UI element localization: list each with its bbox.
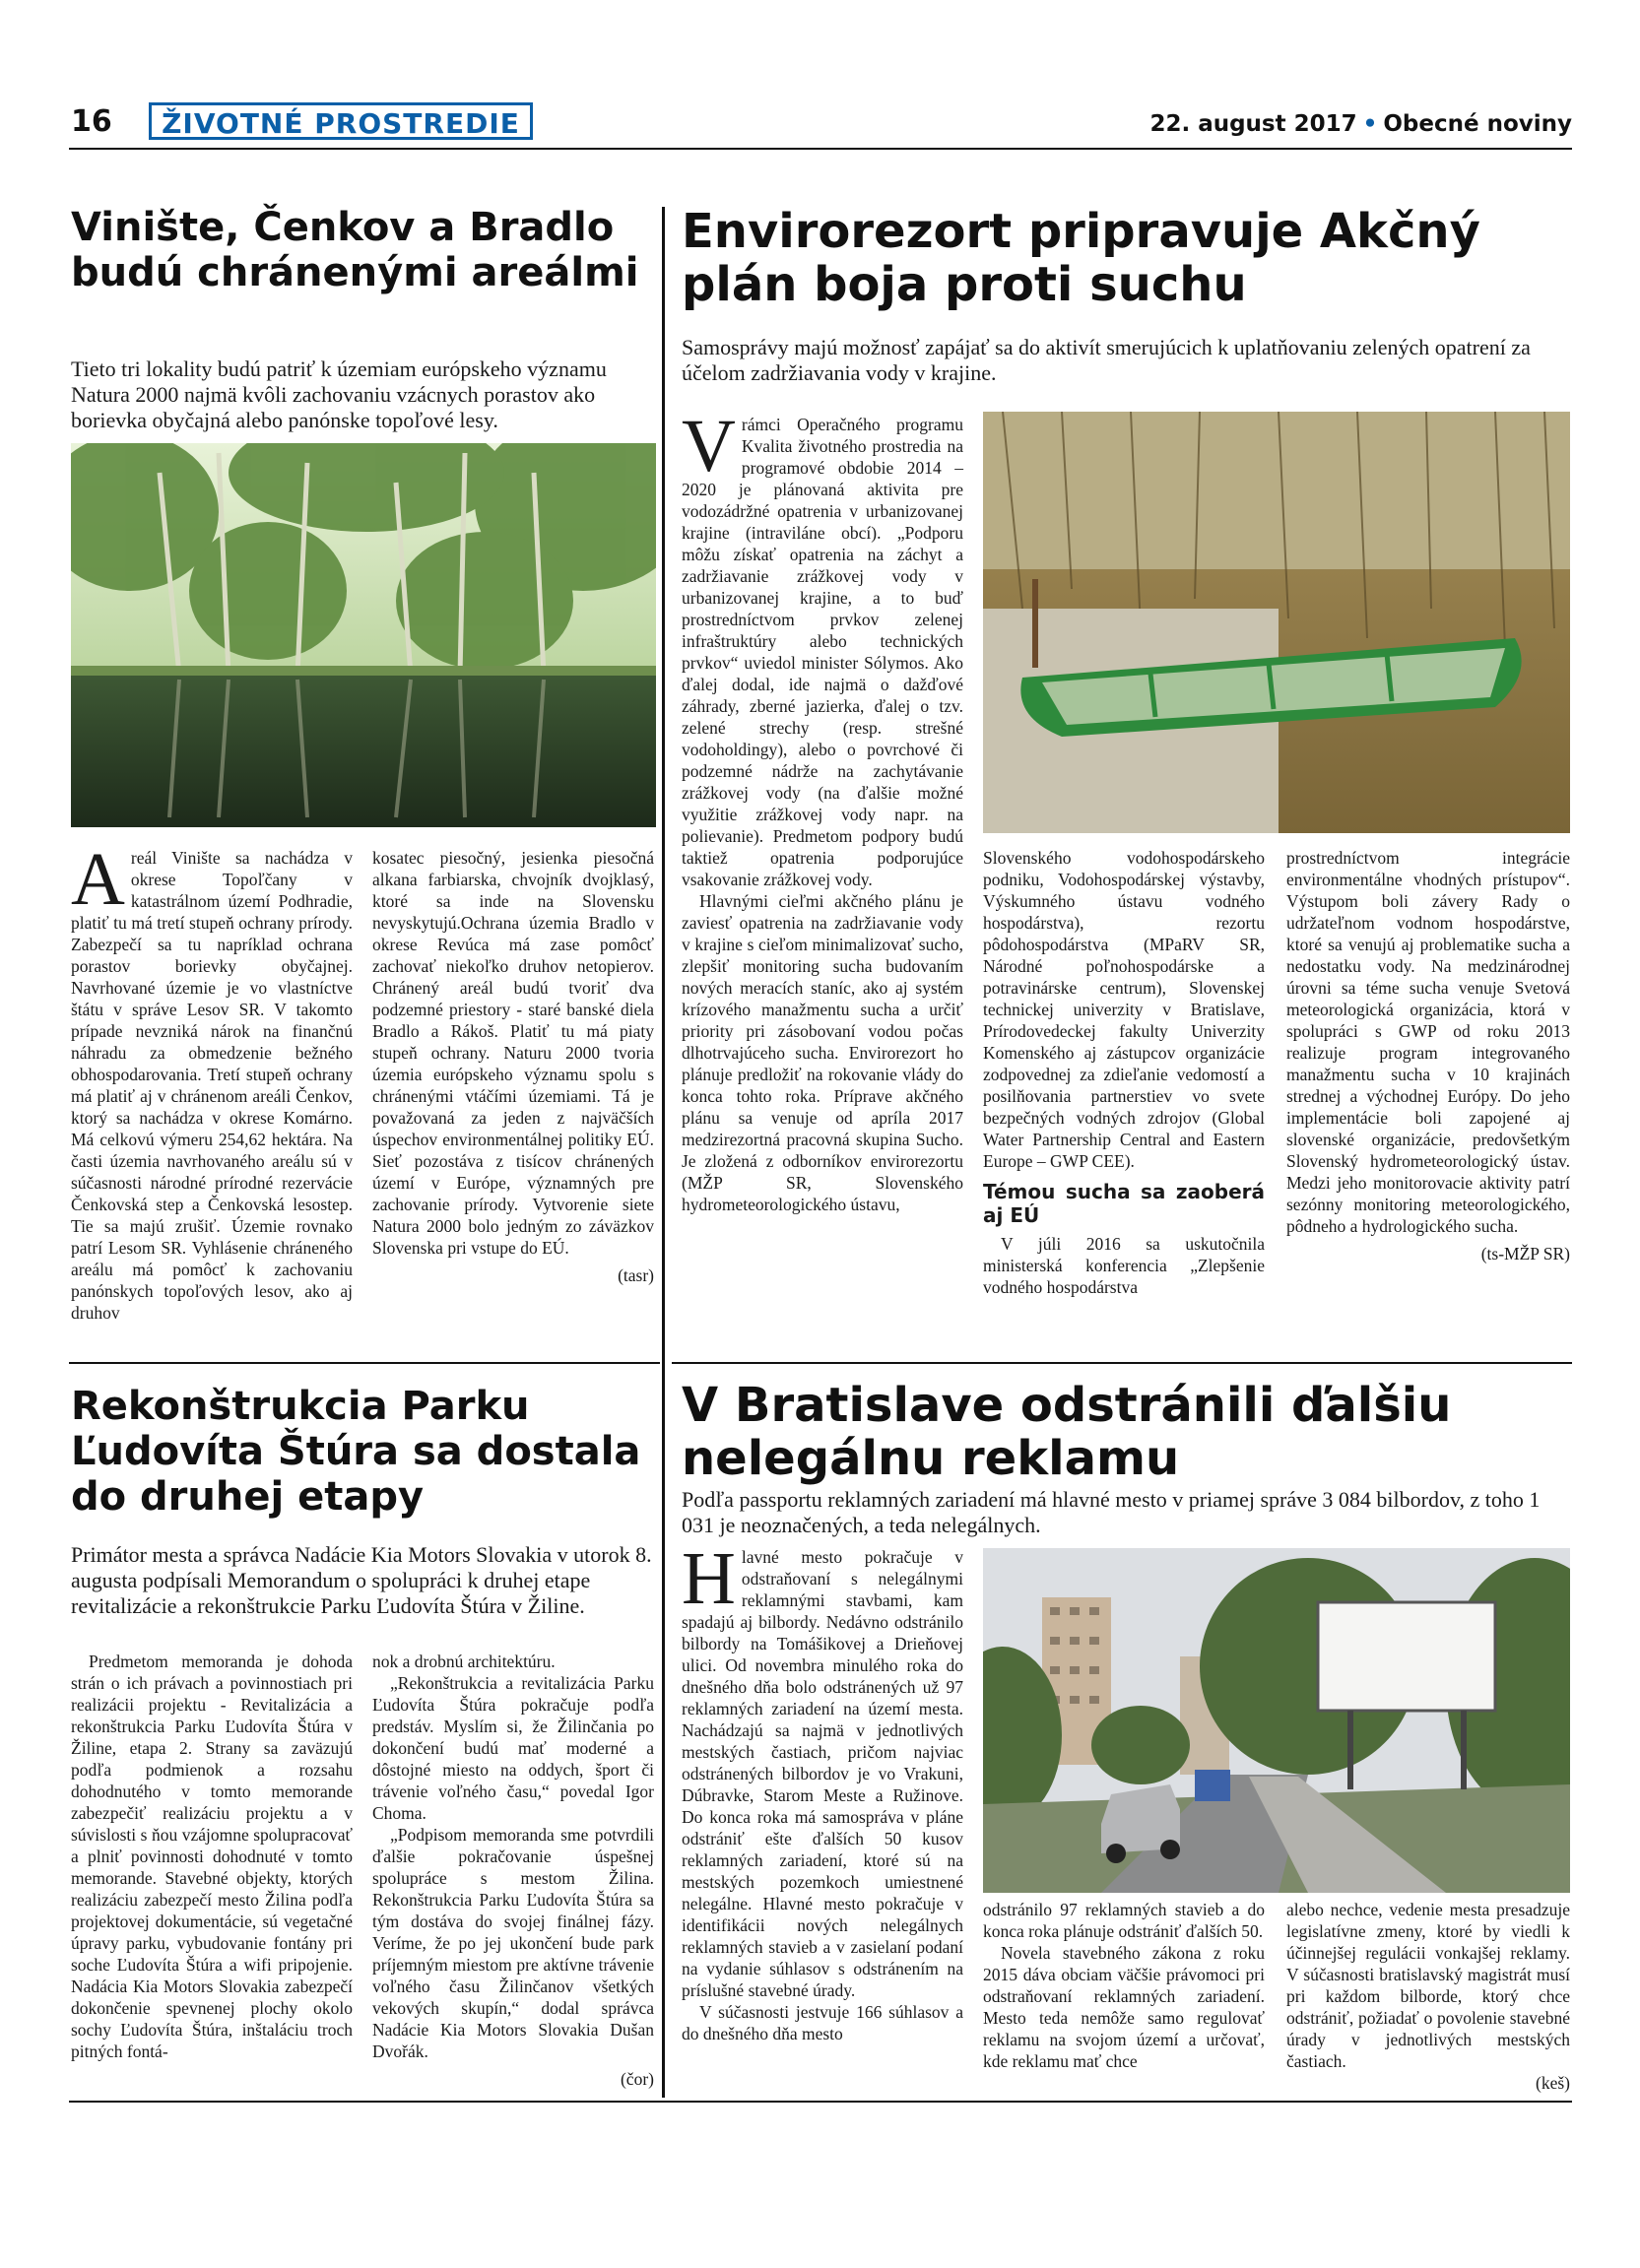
article3-col2-p2: „Rekonštrukcia a revitalizácia Parku Ľudovíta Štúra pokračuje podľa predstáv. Myslím si, že Žilinčania po dokončení budú mať moderné a dôstojné miesto na oddych, šport či trávenie voľného času,“ povedal Igor Choma. bbox=[372, 1673, 654, 1823]
article4-column1 bbox=[682, 1537, 963, 2044]
article4-column3 bbox=[1286, 1899, 1570, 2094]
column-divider bbox=[662, 207, 665, 2098]
article3-col2-p3: „Podpisom memoranda sme potvrdili ďalšie pokračovanie úspešnej spolupráce s mestom Žilina. Rekonštrukcia Parku Ľudovíta Štúra sa tým dostáva do svojej finálnej fázy. Veríme, že po jej ukončení bude park príjemným miestom pre aktívne trávenie voľného času Žilinčanov všetkých vekových skupín,“ dodal správca Nadácie Kia Motors Slovakia Dušan Dvořák. bbox=[372, 1825, 654, 2061]
article2-col3-text: prostredníctvom integrácie environmentálne vhodných prístupov“. Výstupom boli závery Rady o udržateľnom vodnom hospodárstve, ktoré sa venujú aj problematike sucha a nedostatku vody. Na medzinárodnej úrovni sa téme sucha venuje Svetová meteorologická organizácia, ktorá v spolupráci s GWP od roku 2013 realizuje program integrovaného manažmentu sucha v 10 krajinách strednej a východnej Európy. Do jeho implementácie boli zapojené aj slovenské organizácie, predovšetkým Slovenský hydrometeorologický ústav. Medzi jeho monitorovacie aktivity patrí sezónny monitoring meteorologického, pôdneho a hydrologického sucha. bbox=[1286, 848, 1570, 1236]
article2-col1-p2: Hlavnými cieľmi akčného plánu je zaviesť opatrenia na zadržiavanie vody v krajine s cieľom minimalizovať sucho, zlepšiť monitoring sucha budovaním nových meracích staníc, ako aj systém krízového manažmentu sucha a určiť priority pri zásobovaní vodou počas dlhotrvajúceho sucha. Envirorezort ho plánuje predložiť na rokovanie vlády do konca tohto roka. Príprave akčného plánu sa venuje od apríla 2017 medzirezortná pracovná skupina Sucho. Je zložená z odborníkov envirorezortu (MŽP SR, Slovenského hydrometeorologického ústavu, bbox=[682, 891, 963, 1214]
article4-col3-text: alebo nechce, vedenie mesta presadzuje legislatívne zmeny, ktoré by viedli k účinnejšej regulácii vonkajšej reklamy. V súčasnosti bratislavský magistrát musí pri každom bilborde, ktorý chce odstrániť, požiadať o povolenie stavebné úrady v jednotlivých mestských častiach. bbox=[1286, 1900, 1570, 2071]
article3-col2-p1: nok a drobnú architektúru. bbox=[372, 1652, 556, 1671]
article2-column2 bbox=[983, 847, 1265, 1298]
article4-col1-p2: V súčasnosti jestvuje 166 súhlasov a do dnešného dňa mesto bbox=[682, 2002, 963, 2043]
article3-lead: Primátor mesta a správca Nadácie Kia Motors Slovakia v utorok 8. augusta podpísali Memorandum o spolupráci k druhej etape revitalizácie a rekonštrukcie Parku Ľudovíta Štúra v Žiline. bbox=[71, 1542, 652, 1618]
article4-col2-p2: Novela stavebného zákona z roku 2015 dáva obciam väčšie právomoci pri odstraňovaní reklamných zariadení. Mesto teda nemôže samo regulovať reklamu na svojom území a určovať, kde reklamu mať chce bbox=[983, 1943, 1265, 2071]
article1-credit: (tasr) bbox=[618, 1265, 654, 1285]
forest-lake-photo bbox=[71, 443, 656, 827]
footer-rule bbox=[69, 2101, 1572, 2103]
article1-column2 bbox=[372, 847, 654, 1286]
page-number: 16 bbox=[71, 104, 112, 139]
header-rule bbox=[69, 148, 1572, 150]
article3-column2 bbox=[372, 1651, 654, 2090]
article1-col1-text: reál Vinište sa nachádza v okrese Topoľčany v katastrálnom území Podhradie, platiť tu má tretí stupeň ochrany prírody. Zabezpečí sa tu napríklad ochrana porastov borievky obyčajnej. Navrhované územie je vo vlastníctve štátu v správe Lesov SR. V takomto prípade nevzniká nárok na finančnú náhradu za obmedzenie bežného obhospodarovania. Tretí stupeň ochrany má platiť aj v chránenom areáli Čenkov, ktorý sa nachádza v okrese Komárno. Má celkovú výmeru 254,62 hektára. Na časti územia navrhovaného areálu sú v súčasnosti národné prírodné rezervácie Čenkovská step a Čenkovská lesostep. Tie sa majú zrušiť. Územie rovnako patrí Lesom SR. Vyhlásenie chráneného areálu má pomôcť k zachovaniu panónskych topoľových lesov, ako aj druhov bbox=[71, 848, 353, 1323]
article2-col2-p2: V júli 2016 sa uskutočnila ministerská konferencia „Zlepšenie vodného hospodárstva bbox=[983, 1234, 1265, 1297]
article2-column1 bbox=[682, 405, 963, 1215]
article4-lead: Podľa passportu reklamných zariadení má hlavné mesto v priamej správe 3 084 bilbordov, z toho 1 031 je neoznačených, a teda nelegálnych. bbox=[682, 1487, 1541, 1537]
article3-credit: (čor) bbox=[620, 2069, 654, 2089]
article4-dropcap: H bbox=[682, 1537, 736, 1620]
article1-col2-text: kosatec piesočný, jesienka piesočná alkana farbiarska, chvojník dvojklasý, ktoré sa inde na Slovensku nevyskytujú.Ochrana územia Bradlo v okrese Revúca má zase pomôcť zachovať niekoľko druhov netopierov. Chránený areál budú tvoriť dva podzemné priestory - staré banské diela Bradlo a Rákoš. Platiť tu má piaty stupeň ochrany. Naturu 2000 tvoria územia európskeho významu spolu s chránenými vtáčími územiami. Tá je považovaná za jeden z najväčších úspechov environmentálnej politiky EÚ. Sieť pozostáva z tisícov chránených území v Európe, významných pre zachovanie prírody. Vytvorenie siete Natura 2000 bolo jedným zo záväzkov Slovenska pri vstupe do EÚ. bbox=[372, 848, 654, 1258]
publication-name: Obecné noviny bbox=[1383, 111, 1572, 137]
article3-title: Rekonštrukcia Parku Ľudovíta Štúra sa dostala do druhej etapy bbox=[71, 1384, 641, 1520]
article1-dropcap: A bbox=[71, 838, 125, 921]
article1-column1 bbox=[71, 838, 353, 1324]
article2-col2-p1: Slovenského vodohospodárskeho podniku, Vodohospodárskej výstavby, Výskumného ústavu vodného hospodárstva), rezortu pôdohospodárstva (MPaRV SR, Národné poľnohospodárske a potravinárske centrum), Slovenskej technickej univerzity v Bratislave, Prírodovedeckej fakulty Univerzity Komenského aj zástupcov organizácie zodpovednej za zdieľanie vedomostí a posilňovania partnerstiev vo svete bezpečných vodných zdrojov (Global Water Partnership Central and Eastern Europe – GWP CEE). bbox=[983, 848, 1265, 1171]
article4-column2 bbox=[983, 1899, 1265, 2072]
article1-title: Vinište, Čenkov a Bradlo budú chránenými areálmi bbox=[71, 205, 639, 295]
article1-lead: Tieto tri lokality budú patriť k územiam európskeho významu Natura 2000 najmä kvôli zachovaniu vzácnych porastov ako borievka obyčajná alebo panónske topoľové lesy. bbox=[71, 356, 607, 432]
article4-credit: (keš) bbox=[1536, 2073, 1570, 2093]
article2-column3 bbox=[1286, 847, 1570, 1264]
article2-subhead: Témou sucha sa zaoberá aj EÚ bbox=[983, 1180, 1265, 1227]
article2-credit: (ts-MŽP SR) bbox=[1480, 1244, 1570, 1264]
section-label: ŽIVOTNÉ PROSTREDIE bbox=[149, 102, 533, 140]
article4-col1-text: lavné mesto pokračuje v odstraňovaní s nelegálnymi reklamnými stavbami, kam spadajú aj bilbordy. Nedávno odstránilo bilbordy na Tomášikovej a Drieňovej ulici. Od novembra minulého roka do dnešného dňa bolo odstránených už 97 reklamných zariadení na území mesta. Nachádzajú sa najmä v jednotlivých mestských častiach, pričom najviac odstránených bilbordov je vo Vrakuni, Dúbravke, Starom Meste a Ružinove. Do konca roka má samospráva v pláne odstrániť ešte ďalších 50 kusov reklamných zariadení, ktoré sú na mestských pozemkoch umiestnené nelegálne. Hlavné mesto pokračuje v identifikácii nových nelegálnych reklamných stavieb a v zasielaní podaní na vydanie súhlasov s odstránením na príslušné stavebné úrady. bbox=[682, 1547, 963, 2000]
row-divider-left bbox=[69, 1362, 660, 1364]
article4-title: V Bratislave odstránili ďalšiu nelegálnu reklamu bbox=[682, 1378, 1452, 1486]
issue-date bbox=[1133, 110, 1572, 138]
article2-title: Envirorezort pripravuje Akčný plán boja proti suchu bbox=[682, 204, 1480, 312]
article3-column1 bbox=[71, 1651, 353, 2062]
billboard-street-photo bbox=[983, 1548, 1570, 1893]
article3-col1-text: Predmetom memoranda je dohoda strán o ich právach a povinnostiach pri realizácii projektu - Revitalizácia a rekonštrukcia Parku Ľudovíta Štúra v Žiline, etapa 2. Strany sa zaväzujú podľa podmienok a rozsahu dohodnutého v tomto memorande zabezpečiť realizáciu projektu a v súvislosti s ňou vzájomne spolupracovať a plniť povinnosti dohodnuté v tomto memorande. Stavebné objekty, ktorých realizáciu zabezpečí mesto Žilina podľa projektovej dokumentácie, sú vegetačné úpravy parku, vybudovanie fontány pri soche Ľudovíta Štúra a wifi pripojenie. Nadácia Kia Motors Slovakia zabezpečí dokončenie spevnenej plochy okolo sochy Ľudovíta Štúra, inštaláciu troch pitných fontá- bbox=[71, 1652, 353, 2061]
green-boat-photo bbox=[983, 412, 1570, 833]
date-text: 22. august 2017 bbox=[1149, 111, 1357, 137]
article2-lead: Samosprávy majú možnosť zapájať sa do aktivít smerujúcich k uplatňovaniu zelených opatrení za účelom zadržiavania vody v krajine. bbox=[682, 335, 1531, 385]
row-divider-right bbox=[672, 1362, 1572, 1364]
article4-col2-p1: odstránilo 97 reklamných stavieb a do konca roka plánuje odstrániť ďalších 50. bbox=[983, 1900, 1265, 1941]
header-bullet: • bbox=[1362, 111, 1378, 137]
article2-col1-text: rámci Operačného programu Kvalita životného prostredia na programové obdobie 2014 – 2020 je plánovaná aktivita pre vodozádržné opatrenia v urbanizovanej krajine (intraviláne obcí). „Podporu môžu získať opatrenia na záchyt a zadržiavanie zrážkovej vody v urbanizovanej krajine, a to buď prostredníctvom prvkov zelenej infraštruktúry alebo technických prvkov“ uviedol minister Sólymos. Ako ďalej dodal, ide najmä o dažďové záhrady, zberné jazierka, ďalej o tzv. zelené strechy (resp. strešné vodoholdingy), alebo o povrchové či podzemné nádrže na zachytávanie zrážkovej vody (na ďalšie možné využitie zrážkovej vody napr. na polievanie). Predmetom podpory budú taktiež opatrenia podporujúce vsakovanie zrážkovej vody. bbox=[682, 415, 963, 889]
article2-dropcap: V bbox=[682, 405, 736, 487]
